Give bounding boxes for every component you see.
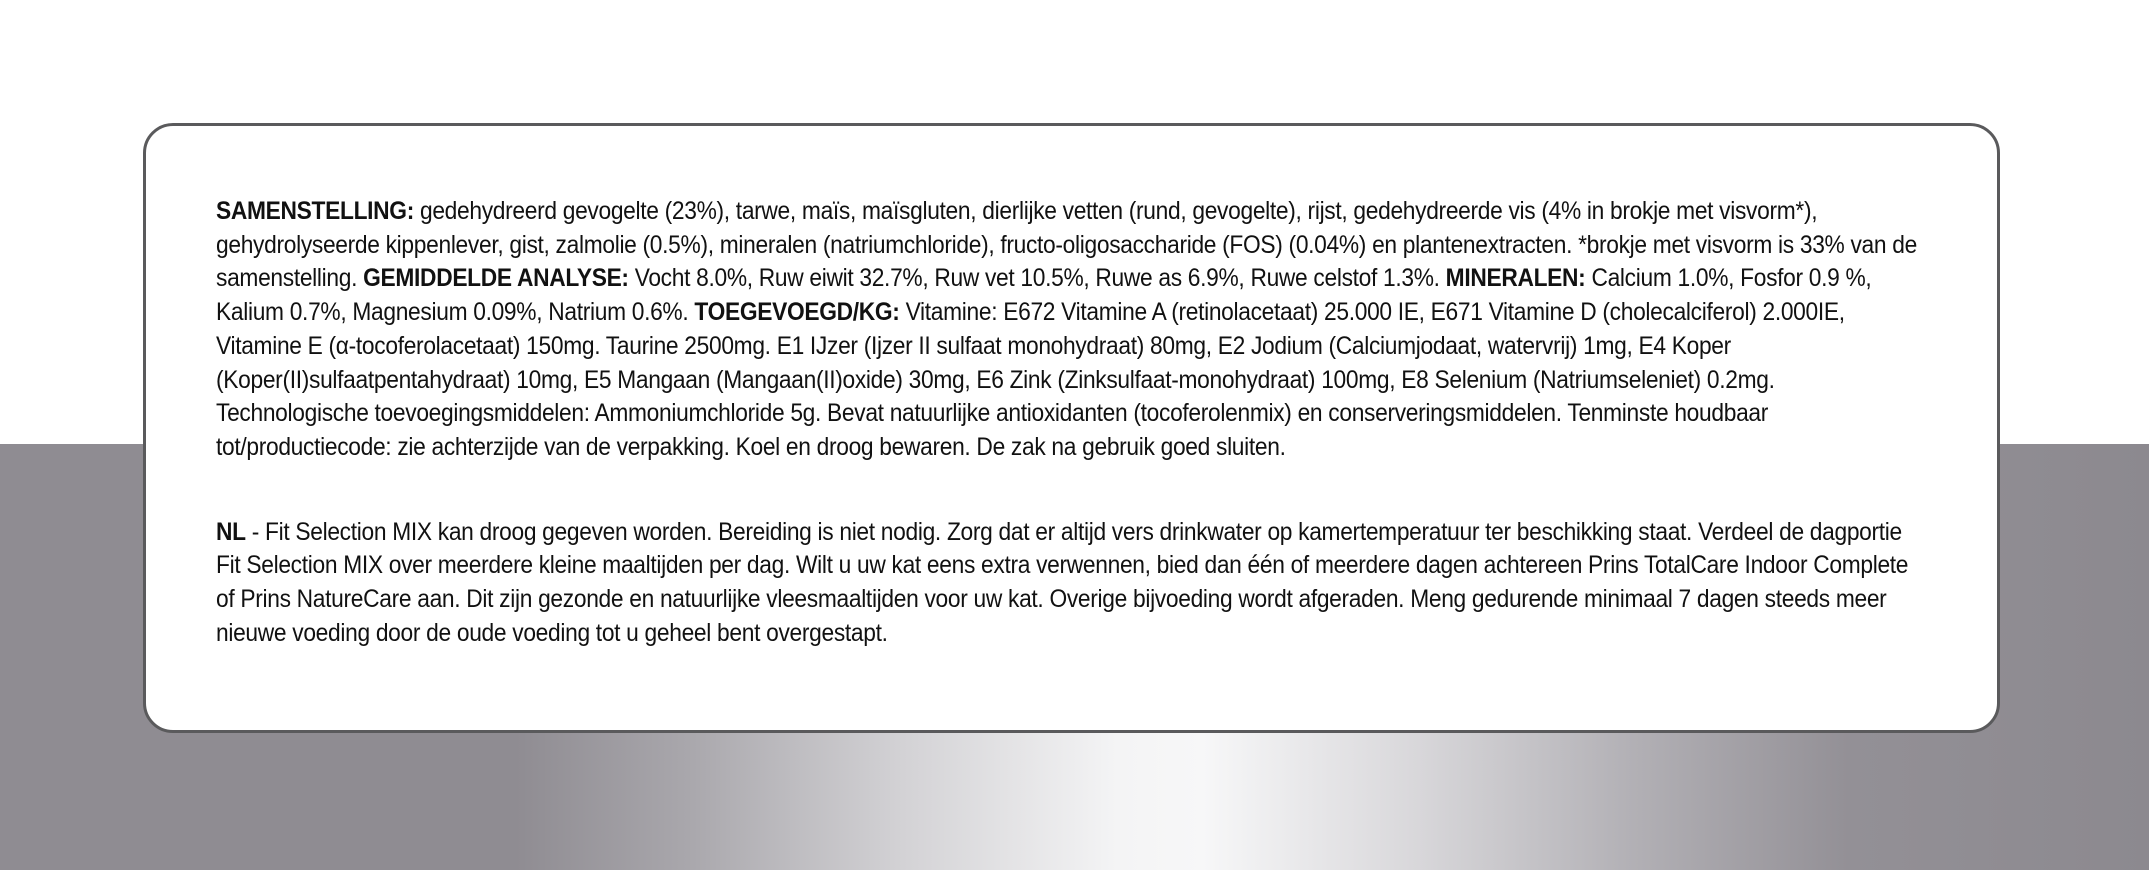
composition-heading: SAMENSTELLING:	[216, 197, 414, 225]
analysis-text: Vocht 8.0%, Ruw eiwit 32.7%, Ruw vet 10.5%, Ruwe as 6.9%, Ruwe celstof 1.3%.	[628, 264, 1446, 293]
language-code: NL	[216, 517, 246, 546]
product-label-panel	[143, 123, 2000, 733]
minerals-heading: MINERALEN:	[1445, 264, 1586, 293]
feeding-instructions-paragraph	[216, 516, 1926, 651]
analysis-heading: GEMIDDELDE ANALYSE:	[363, 264, 629, 293]
minerals-text: Calcium 1.0%, Fosfor 0.9 %, Kalium 0.7%, Magnesium 0.09%, Natrium 0.6%.	[216, 264, 1872, 327]
feeding-instructions-text: - Fit Selection MIX kan droog gegeven worden. Bereiding is niet nodig. Zorg dat er altijd vers drinkwater op kamertemperatuur ter beschikking staat. Verdeel de dagportie Fit Selection MIX over meerdere kleine maaltijden per dag. Wilt u uw kat eens extra verwennen, bied dan één of meerdere dagen achtereen Prins TotalCare Indoor Complete of Prins NatureCare aan. Dit zijn gezonde en natuurlijke vleesmaaltijden voor uw kat. Overige bijvoeding wordt afgeraden. Meng gedurende minimaal 7 dagen steeds meer nieuwe voeding door de oude voeding tot u geheel bent overgestapt.	[216, 517, 1909, 647]
additives-text: Vitamine: E672 Vitamine A (retinolacetaat) 25.000 IE, E671 Vitamine D (cholecalciferol) 2.000IE, Vitamine E (α-tocoferolacetaat) 150mg. Taurine 2500mg. E1 IJzer (Ijzer II sulfaat monohydraat) 80mg, E2 Jodium (Calciumjodaat, watervrij) 1mg, E4 Koper (Koper(II)sulfaatpentahydraat) 10mg, E5 Mangaan (Mangaan(II)oxide) 30mg, E6 Zink (Zinksulfaat-monohydraat) 100mg, E8 Selenium (Natriumseleniet) 0.2mg. Technologische toevoegingsmiddelen: Ammoniumchloride 5g. Bevat natuurlijke antioxidanten (tocoferolenmix) en conserveringsmiddelen. Tenminste houdbaar tot/productiecode: zie achterzijde van de verpakking. Koel en droog bewaren. De zak na gebruik goed sluiten.	[216, 298, 1845, 461]
composition-text: gedehydreerd gevogelte (23%), tarwe, maïs, maïsgluten, dierlijke vetten (rund, gevogelte), rijst, gedehydreerde vis (4% in brokje met visvorm*), gehydrolyseerde kippenlever, gist, zalmolie (0.5%), mineralen (natriumchloride), fructo-oligosaccharide (FOS) (0.04%) en plantenextracten. *brokje met visvorm is 33% van de samenstelling.	[216, 197, 1917, 293]
composition-paragraph	[216, 195, 1926, 465]
additives-heading: TOEGEVOEGD/KG:	[694, 298, 900, 327]
